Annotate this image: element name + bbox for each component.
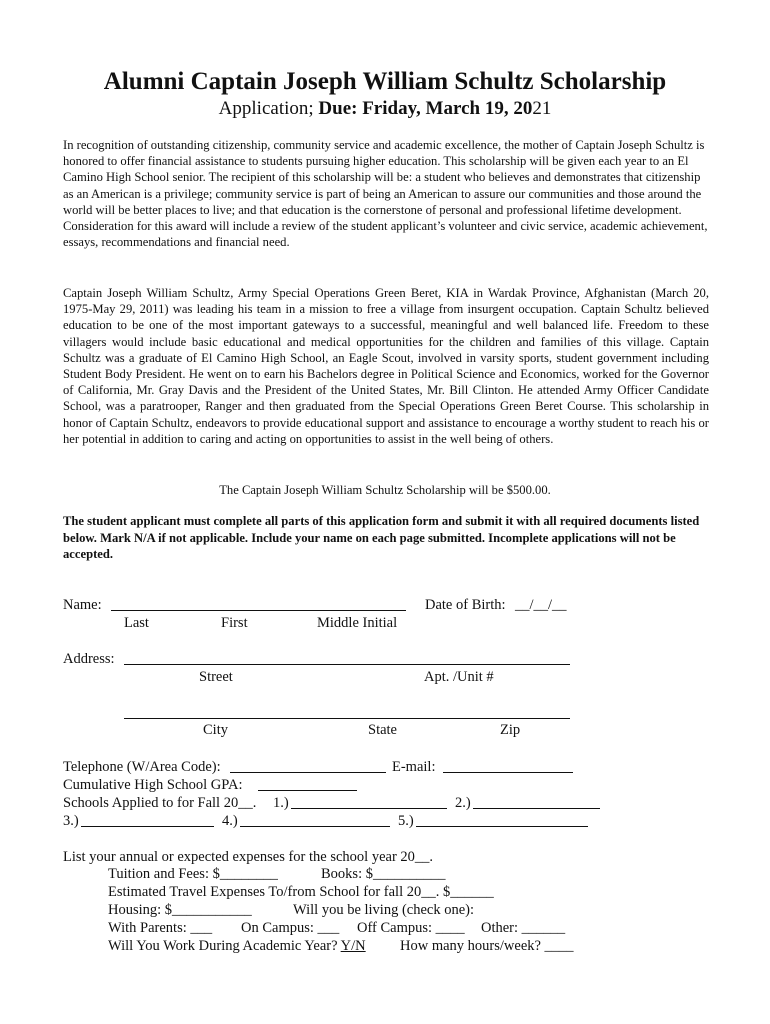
name-label: Name:	[63, 597, 102, 613]
school-1-field[interactable]	[291, 794, 447, 814]
travel-expenses-field[interactable]: Estimated Travel Expenses To/from School for fall 20__. $______	[108, 884, 494, 900]
zip-caption: Zip	[500, 722, 521, 738]
housing-field[interactable]: Housing: $___________	[108, 902, 252, 918]
on-campus-checkbox[interactable]: On Campus: ___	[241, 920, 340, 936]
gpa-label: Cumulative High School GPA:	[63, 777, 243, 793]
books-field[interactable]: Books: $__________	[321, 866, 446, 882]
school-5-label: 5.)	[398, 813, 414, 829]
city-caption: City	[203, 722, 228, 738]
middle-initial-caption: Middle Initial	[317, 615, 398, 631]
address-label: Address:	[63, 651, 115, 667]
email-label: E-mail:	[392, 759, 436, 775]
page-title: Alumni Captain Joseph William Schultz Scholarship	[103, 68, 667, 95]
tuition-field[interactable]: Tuition and Fees: $________	[108, 866, 278, 882]
scholarship-amount: The Captain Joseph William Schultz Scholarship will be $500.00.	[219, 483, 551, 497]
work-yes-no-choice[interactable]: Y/N	[340, 938, 366, 954]
school-4-field[interactable]	[240, 812, 390, 832]
subtitle-suffix: 21	[532, 98, 552, 119]
telephone-field[interactable]	[230, 758, 386, 778]
street-caption: Street	[199, 669, 233, 685]
last-name-caption: Last	[124, 615, 149, 631]
school-5-field[interactable]	[416, 812, 588, 832]
dob-field[interactable]: __/__/__	[515, 597, 567, 613]
first-name-caption: First	[221, 615, 248, 631]
biography-paragraph: Captain Joseph William Schultz, Army Special Operations Green Beret, KIA in Wardak Province, Afghanistan (March 20, 1975-May 29, 2011) was leading his team in a mission to free a village from insurgent occupation. Captain Schultz believed education to be one of the most important gateways to a successful, meaningful and well balanced life. Freedom to these villagers would include basic educational and medical opportunities for the children and families of this village. Captain Schultz was a graduate of El Camino High School, an Eagle Scout, involved in varsity sports, student government including Student Body President. He went on to earn his Bachelors degree in Political Science and Economics, worked for the Governor of California, Mr. Gray Davis and the President of the United States, Mr. Bill Clinton. He attended Army Officer Candidate School, was a paratrooper, Ranger and then graduated from the Special Operations Green Beret Course. This scholarship in honor of Captain Schultz, endeavors to provide educational support and assistance to encourage a worthy student to reach his or her potential in addition to caring and acting on opportunities to assist in the well being of others.	[63, 286, 709, 446]
due-date: Due: Friday, March 19, 20	[318, 98, 533, 119]
email-field[interactable]	[443, 758, 573, 778]
address-street-field[interactable]	[124, 650, 570, 670]
intro-paragraph: In recognition of outstanding citizenship, community service and academic excellence, the mother of Captain Joseph Schultz is honored to offer financial assistance to students pursuing higher education. This scholarship will be given each year to an El Camino High School senior. The recipient of this scholarship will be: a student who believes and demonstrates that citizenship as an American is a privilege; community service is part of being an American to assure our communities and those around the world will be better places to live; and that education is the cornerstone of personal and professional lifetime development. Consideration for this award will include a review of the student applicant’s volunteer and civic service, academic achievement, essays, recommendations and financial need.	[63, 138, 708, 250]
expenses-label: List your annual or expected expenses for the school year 20__.	[63, 849, 434, 865]
state-caption: State	[368, 722, 397, 738]
school-1-label: 1.)	[273, 795, 289, 811]
subtitle-prefix: Application;	[218, 98, 319, 119]
instructions: The student applicant must complete all parts of this application form and submit it with all required documents listed below. Mark N/A if not applicable. Include your name on each page submitted. Incomplete applications will not be accepted.	[63, 514, 700, 561]
school-2-label: 2.)	[455, 795, 471, 811]
with-parents-checkbox[interactable]: With Parents: ___	[108, 920, 213, 936]
page-subtitle	[0, 97, 770, 121]
telephone-label: Telephone (W/Area Code):	[63, 759, 221, 775]
work-question-label: Will You Work During Academic Year?	[108, 938, 341, 954]
school-2-field[interactable]	[473, 794, 600, 814]
hours-per-week-field[interactable]: How many hours/week? ____	[400, 938, 574, 954]
off-campus-checkbox[interactable]: Off Campus: ____	[357, 920, 465, 936]
schools-label: Schools Applied to for Fall 20__.	[63, 795, 257, 811]
gpa-field[interactable]	[258, 776, 357, 796]
living-label: Will you be living (check one):	[293, 902, 475, 918]
school-3-field[interactable]	[81, 812, 214, 832]
work-question	[108, 937, 366, 955]
school-4-label: 4.)	[222, 813, 238, 829]
other-checkbox[interactable]: Other: ______	[481, 920, 566, 936]
apt-caption: Apt. /Unit #	[424, 669, 494, 685]
dob-label: Date of Birth:	[425, 597, 506, 613]
school-3-label: 3.)	[63, 813, 79, 829]
name-field[interactable]	[111, 596, 406, 616]
